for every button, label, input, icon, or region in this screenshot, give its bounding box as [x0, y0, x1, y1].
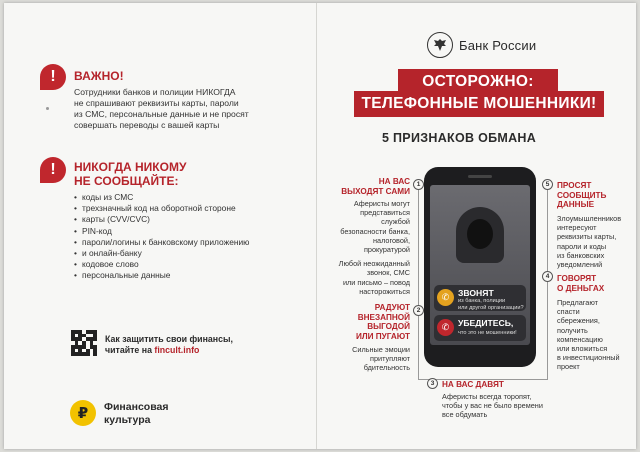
exclamation-icon: !: [40, 157, 66, 183]
fincult-link[interactable]: fincult.info: [154, 345, 200, 355]
list-item: • коды из СМС: [74, 192, 249, 203]
sign-1-text: Аферисты могут представиться службой безопасности банка, налоговой, прокуратурой Любой неожиданный звонок, СМС или письмо – повод насторожиться: [338, 199, 410, 296]
phone-accept-icon: ✆: [437, 289, 454, 306]
never-tell-list: [74, 192, 249, 282]
list-item: • и онлайн-банку: [74, 248, 249, 259]
fin-culture-brand: Финансовая культура: [104, 401, 169, 426]
sign-5-text: Злоумышленников интересуют реквизиты карты, пароли и коды из банковских уведомлений: [557, 214, 622, 270]
banner-caution: ОСТОРОЖНО:: [398, 69, 558, 95]
sign-number-2: 2: [413, 305, 424, 316]
leaflet: [4, 3, 636, 449]
important-section: [74, 69, 249, 131]
connector-line: [418, 189, 419, 379]
incoming-call-card: ✆ ЗВОНЯТ из банка, полиции или другой организации?: [434, 285, 526, 311]
important-title: ВАЖНО!: [74, 69, 124, 83]
phone-screen: [430, 185, 530, 345]
verify-card: ✆ УБЕДИТЕСЬ, что это не мошенники!: [434, 315, 526, 341]
sign-3-title: НА ВАС ДАВЯТ: [442, 380, 504, 389]
sign-3-text: Аферисты всегда торопят, чтобы у вас не было времени все обдумать: [442, 392, 543, 420]
list-item: • PIN-код: [74, 226, 249, 237]
exclamation-icon: !: [40, 64, 66, 90]
eagle-emblem-icon: [427, 32, 453, 58]
bank-name: Банк России: [459, 38, 537, 53]
phone-illustration: [424, 167, 536, 367]
never-tell-title-2: НЕ СООБЩАЙТЕ:: [74, 174, 179, 188]
list-item: • трехзначный код на оборотной стороне: [74, 203, 249, 214]
sign-5-title: ПРОСЯТ СООБЩИТЬ ДАННЫЕ: [557, 181, 607, 210]
sign-4-text: Предлагают спасти сбережения, получить компенсацию или вложиться в инвестиционный проект: [557, 298, 620, 372]
never-tell-section: [74, 160, 186, 188]
list-item: • персональные данные: [74, 270, 249, 281]
fold-line: [316, 3, 317, 449]
sign-number-4: 4: [542, 271, 553, 282]
list-item: • пароли/логины к банковскому приложению: [74, 237, 249, 248]
list-item: • карты (CVV/CVC): [74, 214, 249, 225]
phone-decline-icon: ✆: [437, 319, 454, 336]
important-text: Сотрудники банков и полиции НИКОГДА не спрашивают реквизиты карты, пароли из СМС, персональные данные и не просят совершать переводы с вашей карты: [74, 87, 249, 130]
qr-code[interactable]: [71, 330, 97, 356]
banner-fraudsters: ТЕЛЕФОННЫЕ МОШЕННИКИ!: [354, 91, 604, 117]
sign-number-3: 3: [427, 378, 438, 389]
fincult-text: Как защитить свои финансы, читайте на fincult.info: [105, 334, 233, 355]
bullet-dot: [46, 107, 49, 110]
sign-2-text: Сильные эмоции притупляют бдительность: [352, 345, 410, 373]
connector-line: [547, 189, 548, 379]
ruble-logo-icon: ₽: [70, 400, 96, 426]
signs-title: 5 ПРИЗНАКОВ ОБМАНА: [382, 131, 537, 145]
list-item: • кодовое слово: [74, 259, 249, 270]
sign-number-1: 1: [413, 179, 424, 190]
sign-number-5: 5: [542, 179, 553, 190]
sign-1-title: НА ВАС ВЫХОДЯТ САМИ: [341, 177, 410, 196]
sign-4-title: ГОВОРЯТ О ДЕНЬГАХ: [557, 274, 605, 293]
sign-2-title: РАДУЮТ ВНЕЗАПНОЙ ВЫГОДОЙ ИЛИ ПУГАЮТ: [355, 303, 410, 341]
never-tell-title-1: НИКОГДА НИКОМУ: [74, 160, 187, 174]
